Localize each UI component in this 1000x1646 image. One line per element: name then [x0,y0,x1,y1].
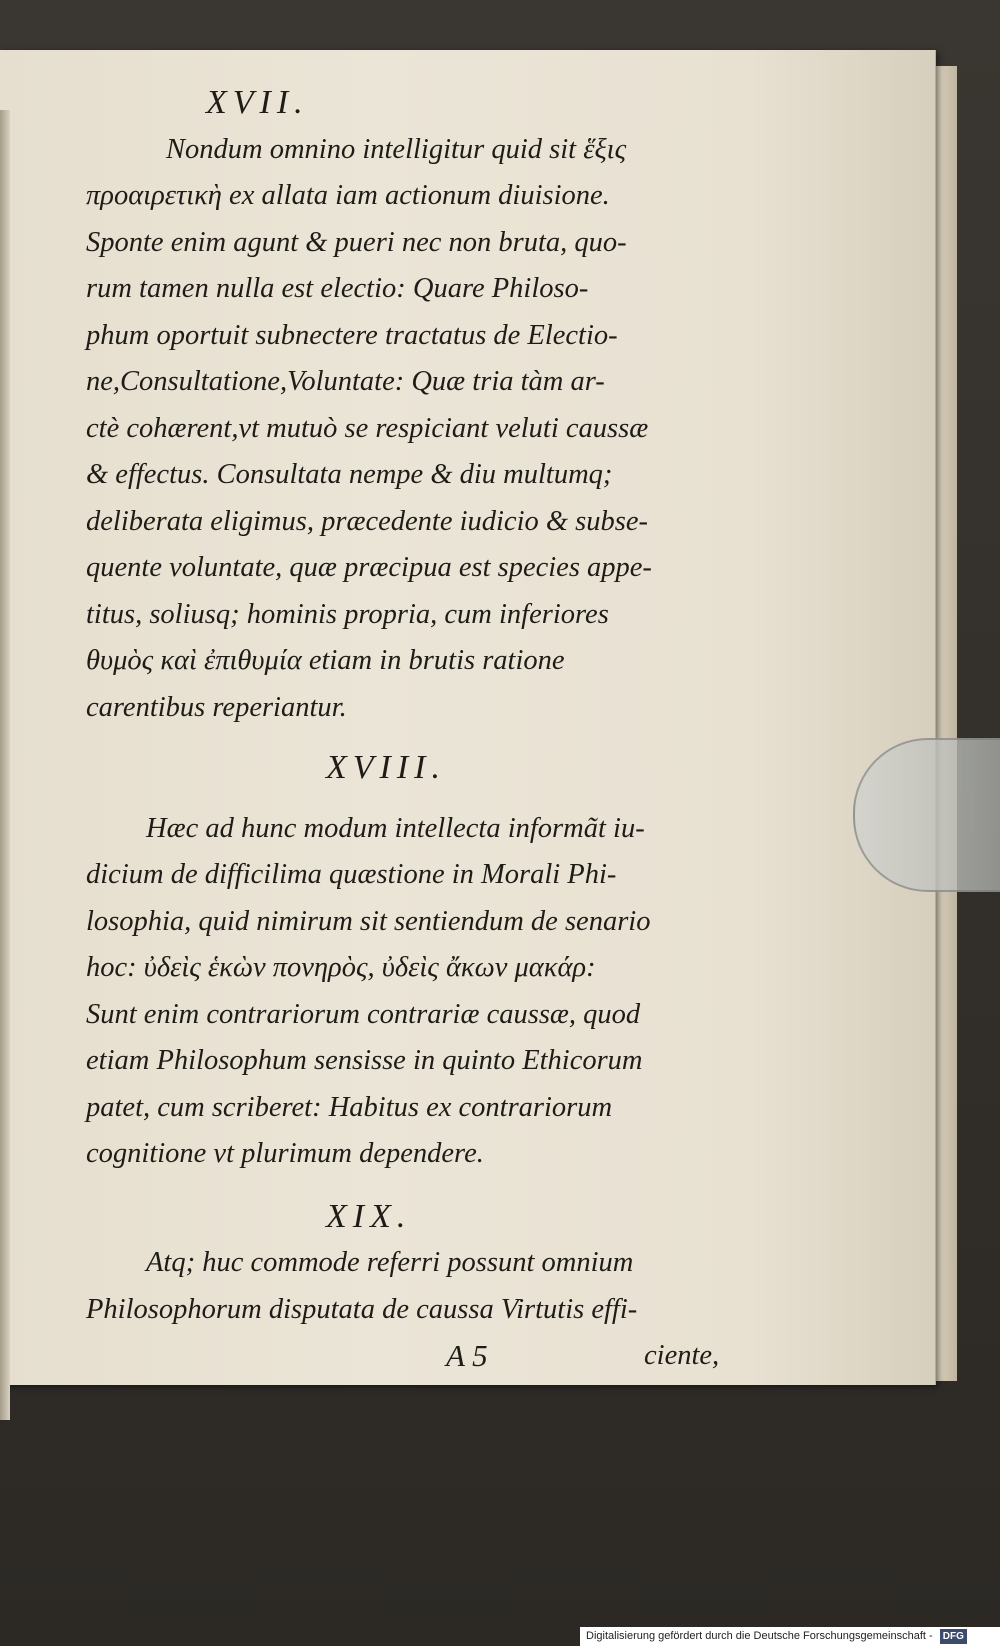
page-footer-line [86,1333,806,1379]
text-line: carentibus reperiantur. [86,691,347,723]
text-line: προαιρετικὴ ex allata iam actionum diuisione. [86,180,610,211]
text-line: hoc: ὐδεὶς ἑκὼν πονηρὸς, ὐδεὶς ἄκων μακάρ: [86,952,596,983]
page-text [86,80,806,1379]
text-line: Philosophorum disputata de caussa Virtutis effi- [86,1293,638,1325]
text-line: ne,Consultatione,Voluntate: Quæ tria tàm ar- [86,366,605,397]
section-heading-xix: XIX. [326,1197,412,1235]
paragraph-xvii [86,127,806,732]
signature-mark: A 5 [446,1338,488,1373]
text-line: Atq; huc commode referri possunt omnium [146,1247,634,1278]
paragraph-xviii [86,806,806,1178]
catchword: ciente, [644,1340,720,1371]
paragraph-xix [86,1240,806,1333]
text-line: losophia, quid nimirum sit sentiendum de senario [86,905,651,937]
digitization-credit [580,1627,1000,1646]
text-line: θυμὸς καὶ ἐπιθυμία etiam in brutis ratione [86,645,565,676]
text-line: rum tamen nulla est electio: Quare Philoso- [86,273,589,304]
text-line: phum oportuit subnectere tractatus de Electio- [86,319,618,351]
text-line: titus, soliusq; hominis propria, cum inferiores [86,598,609,630]
text-line: dicium de difficilima quæstione in Morali Phi- [86,859,617,890]
text-line: & effectus. Consultata nempe & diu multumq; [86,459,613,490]
text-line: Hæc ad hunc modum intellecta informãt iu- [146,812,645,844]
text-line: ctè cohærent,vt mutuò se respiciant veluti caussæ [86,412,649,444]
section-heading-xviii: XVIII. [326,749,447,786]
credit-text: Digitalisierung gefördert durch die Deutsche Forschungsgemeinschaft - [586,1630,933,1642]
text-line: cognitione vt plurimum dependere. [86,1138,484,1169]
text-line: Sunt enim contrariorum contrariæ caussæ, quod [86,998,641,1030]
text-line: deliberata eligimus, præcedente iudicio & subse- [86,505,648,537]
page-gutter [0,110,10,1420]
text-line: etiam Philosophum sensisse in quinto Ethicorum [86,1045,643,1076]
text-line: quente voluntate, quæ præcipua est species appe- [86,552,652,583]
text-line: Sponte enim agunt & pueri nec non bruta, quo- [86,226,627,258]
section-heading-xvii: XVII. [206,84,309,121]
plastic-clip [853,738,1000,892]
text-line: patet, cum scriberet: Habitus ex contrariorum [86,1091,613,1123]
text-line: Nondum omnino intelligitur quid sit ἕξις [166,133,627,165]
dfg-logo: DFG [940,1629,967,1644]
